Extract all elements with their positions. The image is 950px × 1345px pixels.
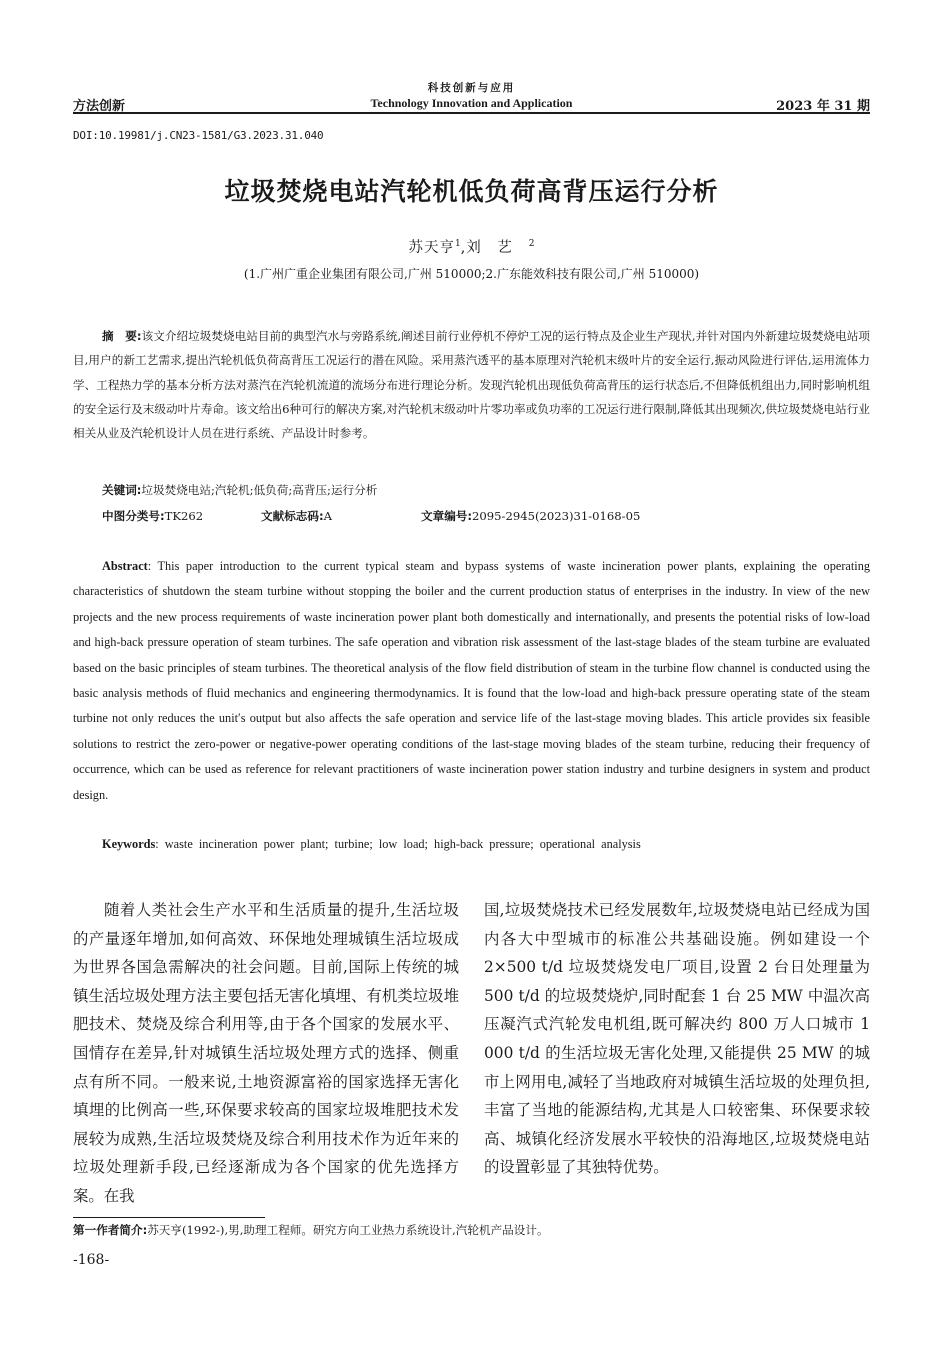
author-1-affil: 1 xyxy=(454,239,461,249)
page-header xyxy=(73,80,870,114)
body-column-right: 国,垃圾焚烧技术已经发展数年,垃圾焚烧电站已经成为国内各大中型城市的标准公共基础设施。例如建设一个 2×500 t/d 垃圾焚烧发电厂项目,设置 2 台日处理量为 500 t/d 的垃圾焚烧炉,同时配套 1 台 25 MW 中温次高压凝汽式汽轮发电机组,既可解决约 800 万人口城市 1 000 t/d 的生活垃圾无害化处理,又能提供 25 MW 的城市上网用电,减轻了当地政府对城镇生活垃圾的处理负担,丰富了当地的能源结构,尤其是人口较密集、环保要求较高、城镇化经济发展水平较快的沿海地区,垃圾焚烧电站的设置彰显了其独特优势。 xyxy=(484,901,870,1177)
article-label: 文章编号: xyxy=(421,509,473,523)
abstract-en-label: Abstract xyxy=(102,559,148,573)
abstract-en-text: : This paper introduction to the current typical steam and bypass systems of waste incineration power plants, explaining the operating characteristics of shutdown the steam turbine without stopping the boiler and the current production status of enterprises in the industry. In view of the new projects and the new process requirements of waste incineration power plant both domestically and internationally, and presents the potential risks of low-load and high-back pressure operation of steam turbines. The safe operation and vibration risk assessment of the last-stage blades of the steam turbine are evaluated based on the basic principles of steam turbines. The theoretical analysis of the flow field distribution of steam in the turbine flow channel is conducted using the basic analysis methods of fluid mechanics and engineering thermodynamics. It is found that the low-load and high-back pressure operating state of the steam turbine not only reduces the unit′s output but also affects the safe operation and service life of the last-stage moving blades. This article provides six feasible solutions to restrict the zero-power or negative-power operating conditions of the last-stage moving blades of the steam turbine, reducing their frequency of occurrence, which can be used as reference for relevant practitioners of waste incineration power station industry and turbine designers in system and product design. xyxy=(73,559,870,802)
author-footnote xyxy=(73,1222,549,1238)
abstract-en xyxy=(73,554,870,808)
keywords-cn-label: 关键词: xyxy=(102,483,142,497)
clc-label: 中图分类号: xyxy=(102,509,165,523)
section-label: 方法创新 xyxy=(73,99,126,114)
affiliation: (1.广州广重企业集团有限公司,广州 510000;2.广东能效科技有限公司,广州 510000) xyxy=(243,267,700,281)
body-column-left: 随着人类社会生产水平和生活质量的提升,生活垃圾的产量逐年增加,如何高效、环保地处理城镇生活垃圾成为世界各国急需解决的社会问题。目前,国际上传统的城镇生活垃圾处理方法主要包括无害化填埋、有机类垃圾堆肥技术、焚烧及综合利用等,由于各个国家的发展水平、国情存在差异,针对城镇生活垃圾处理方式的选择、侧重点有所不同。一般来说,土地资源富裕的国家选择无害化填埋的比例高一些,环保要求较高的国家垃圾堆肥技术发展较为成熟,生活垃圾焚烧及综合利用技术作为近年来的垃圾处理新手段,已经逐渐成为各个国家的优先选择方案。在我 xyxy=(73,901,459,1205)
abstract-cn xyxy=(73,324,870,445)
header-rule xyxy=(73,112,870,114)
footnote-rule xyxy=(73,1217,265,1218)
author-2-affil: 2 xyxy=(528,239,535,249)
keywords-cn xyxy=(102,482,377,498)
author-2: 刘 艺 xyxy=(466,240,513,256)
journal-name-cn: 科技创新与应用 xyxy=(427,82,516,94)
document-code xyxy=(261,508,332,524)
keywords-en-label: Keywords xyxy=(102,837,156,851)
footnote-text: 苏天亨(1992-),男,助理工程师。研究方向工业热力系统设计,汽轮机产品设计。 xyxy=(147,1223,549,1237)
authors xyxy=(73,236,870,257)
clc-value: TK262 xyxy=(164,509,204,523)
issue-label: 2023 年 31 期 xyxy=(776,99,870,114)
article-value: 2095-2945(2023)31-0168-05 xyxy=(472,509,641,523)
doi: DOI:10.19981/j.CN23-1581/G3.2023.31.040 xyxy=(73,129,324,142)
journal-name-en: Technology Innovation and Application xyxy=(370,96,573,110)
doc-value: A xyxy=(323,509,332,523)
clc-number xyxy=(102,508,203,524)
keywords-en-text: : waste incineration power plant; turbine; low load; high-back pressure; operational analysis xyxy=(155,837,641,851)
author-separator: , xyxy=(460,240,467,256)
footnote-label: 第一作者简介: xyxy=(73,1223,148,1237)
keywords-cn-text: 垃圾焚烧电站;汽轮机;低负荷;高背压;运行分析 xyxy=(141,483,378,497)
author-1: 苏天亨 xyxy=(408,240,455,256)
keywords-en xyxy=(102,837,641,852)
abstract-cn-text: 该文介绍垃圾焚烧电站目前的典型汽水与旁路系统,阐述目前行业停机不停炉工况的运行特点及企业生产现状,并针对国内外新建垃圾焚烧电站项目,用户的新工艺需求,提出汽轮机低负荷高背压工况运行的潜在风险。采用蒸汽透平的基本原理对汽轮机末级叶片的安全运行,振动风险进行评估,运用流体力学、工程热力学的基本分析方法对蒸汽在汽轮机流道的流场分布进行理论分析。发现汽轮机出现低负荷高背压的运行状态后,不但降低机组出力,同时影响机组的安全运行及末级动叶片寿命。该文给出6种可行的解决方案,对汽轮机末级动叶片零功率或负功率的工况运行进行限制,降低其出现频次,供垃圾焚烧电站行业相关从业及汽轮机设计人员在进行系统、产品设计时参考。 xyxy=(73,329,870,441)
article-number xyxy=(421,508,640,524)
doc-label: 文献标志码: xyxy=(261,509,324,523)
paper-title: 垃圾焚烧电站汽轮机低负荷高背压运行分析 xyxy=(224,177,719,206)
abstract-cn-label: 摘 要: xyxy=(102,329,142,343)
page-number: -168- xyxy=(73,1252,110,1268)
